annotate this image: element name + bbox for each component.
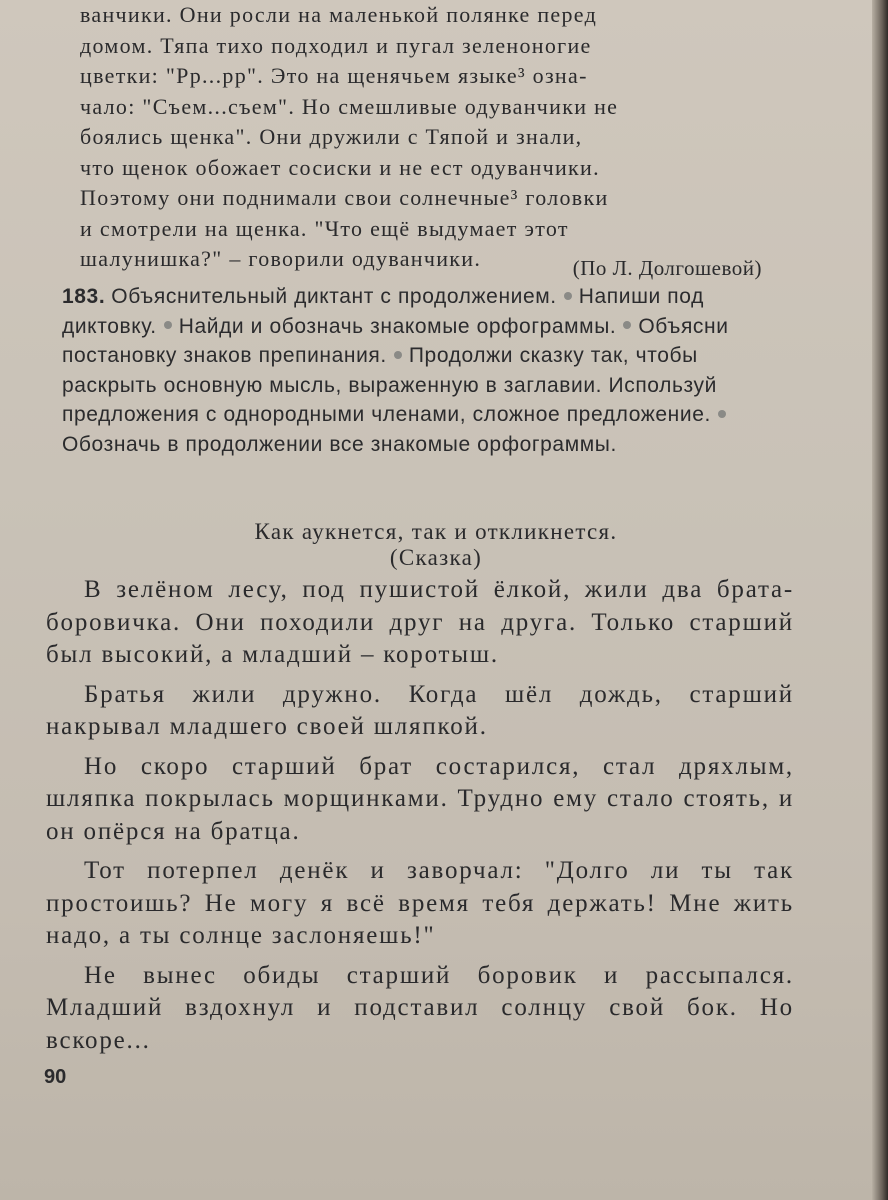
text-line: шалунишка?" – говорили одуванчики.	[80, 246, 482, 271]
page-number: 90	[44, 1066, 67, 1088]
bullet-icon	[564, 292, 572, 300]
exercise-183	[62, 282, 792, 459]
text-line: Поэтому они поднимали свои солнечные³ головки	[80, 185, 609, 210]
exercise-task: Напиши под диктовку.	[62, 285, 704, 338]
text-line: и смотрели на щенка. "Что ещё выдумает этот	[80, 215, 569, 241]
text-line: чало: "Съем...съем". Но смешливые одуванчики не	[80, 93, 619, 119]
exercise-title: Объяснительный диктант с продолжением.	[111, 285, 557, 308]
bullet-icon	[394, 351, 402, 359]
story-text	[46, 574, 794, 1064]
story-subtitle: (Сказка)	[389, 545, 483, 570]
text-line: цветки: "Рр...рр". Это на щенячьем языке³ озна-	[80, 63, 588, 88]
source-attribution: (По Л. Долгошевой)	[572, 256, 762, 280]
previous-text-fragment	[80, 0, 770, 275]
page-edge-shadow	[872, 0, 888, 1200]
story-paragraph: Тот потерпел денёк и заворчал: "Долго ли ты так простоишь? Не могу я всё время тебя держать! Мне жить надо, а ты солнце заслоняешь!"	[46, 857, 794, 949]
story-paragraph: В зелёном лесу, под пушистой ёлкой, жили два брата-боровичка. Они походили друг на друга. Только старший был высокий, а младший – коротыш.	[46, 576, 794, 668]
bullet-icon	[164, 321, 172, 329]
story-paragraph: Братья жили дружно. Когда шёл дождь, старший накрывал младшего своей шляпкой.	[46, 680, 794, 740]
exercise-task: Объясни постановку знаков препинания.	[62, 314, 729, 367]
story-paragraph: Не вынес обиды старший боровик и рассыпался. Младший вздохнул и подставил солнцу свой бок. Но вскоре...	[46, 961, 794, 1054]
bullet-icon	[718, 410, 726, 418]
bullet-icon	[623, 321, 631, 329]
text-line: ванчики. Они росли на маленькой полянке перед	[80, 2, 598, 27]
text-line: что щенок обожает сосиски и не ест одуванчики.	[80, 154, 600, 180]
exercise-number: 183.	[62, 285, 106, 308]
exercise-task: Продолжи сказку так, чтобы раскрыть основную мысль, выраженную в заглавии. Используй предложения с однородными членами, сложное предложение.	[62, 344, 717, 426]
text-line: домом. Тяпа тихо подходил и пугал зеленоногие	[80, 32, 592, 58]
story-title: Как аукнется, так и откликнется.	[254, 519, 618, 544]
exercise-task: Обозначь в продолжении все знакомые орфограммы.	[62, 432, 617, 456]
exercise-task: Найди и обозначь знакомые орфограммы.	[178, 314, 617, 338]
text-line: боялись щенка". Они дружили с Тяпой и знали,	[80, 124, 583, 149]
story-paragraph: Но скоро старший брат состарился, стал дряхлым, шляпка покрылась морщинками. Трудно ему стало стоять, и он опёрся на братца.	[46, 752, 794, 845]
